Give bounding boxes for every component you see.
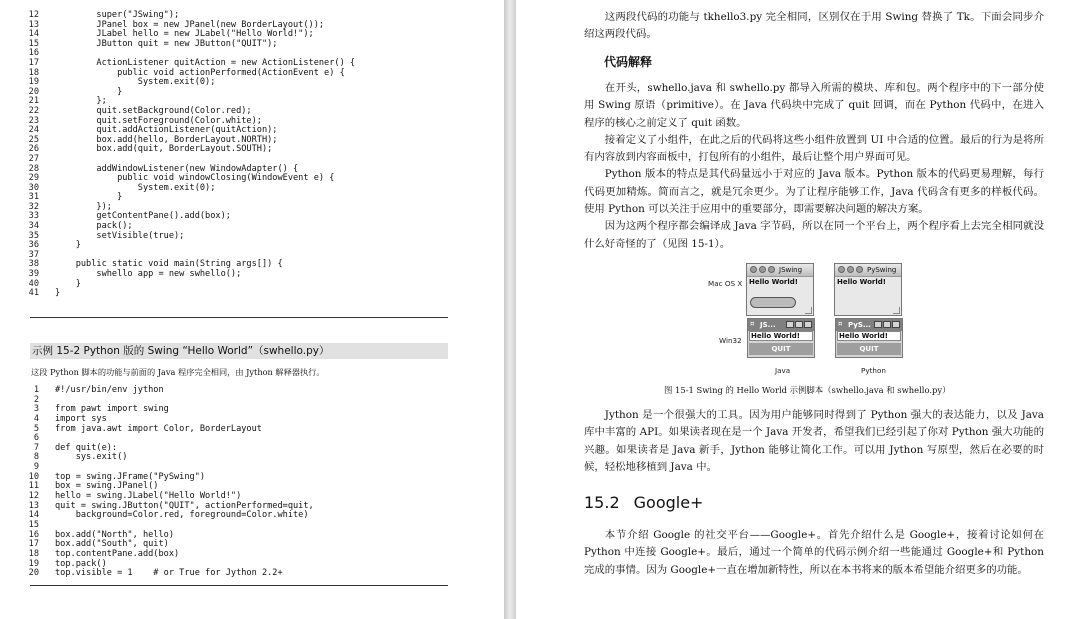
intro-paragraph: [584, 9, 1044, 44]
code-text: def quit(e):: [55, 442, 118, 453]
app-menu-icon: ¤: [838, 320, 843, 328]
window-title: PyS...: [848, 321, 871, 329]
line-number: 20: [28, 86, 39, 97]
line-number: 14: [28, 510, 39, 521]
google-plus-paragraph: [584, 527, 1044, 579]
line-number: 27: [28, 153, 39, 164]
row-label-win: Win32: [719, 336, 742, 345]
line-number: 11: [28, 481, 39, 492]
column-label-python: Python: [861, 366, 886, 375]
code-text: ActionListener quitAction = new ActionListener() {: [55, 57, 356, 68]
code-text: }: [55, 288, 61, 299]
line-number: 15: [28, 519, 39, 530]
code-text: getContentPane().add(box);: [55, 211, 231, 222]
window-title: JS...: [760, 321, 776, 329]
line-number: 34: [28, 221, 39, 232]
paragraph: 因为这两个程序都会编译成 Java 字节码，所以在同一个平台上，两个程序看上去完全相同就没什么好奇怪的了（见图 15-1）。: [584, 220, 1044, 250]
explanation-body: [584, 80, 1044, 253]
line-number: 6: [33, 433, 39, 444]
code-line: [17, 232, 457, 242]
figure-caption: 图 15-1 Swing 的 Hello World 示例脚本（swhello.java 和 swhello.py）: [664, 385, 951, 395]
code-text: box.add(quit, BorderLayout.SOUTH);: [55, 144, 273, 155]
jython-paragraph: [584, 407, 1044, 476]
paragraph: 接着定义了小组件，在此之后的代码将这些小组件放置到 UI 中合适的位置。最后的行为是将所有内容放到内容面板中，打包所有的小组件，最后让整个用户界面可见。: [584, 133, 1044, 164]
line-number: 24: [28, 125, 39, 136]
line-number: 3: [33, 404, 39, 415]
line-number: 10: [28, 471, 39, 482]
line-number: 13: [28, 19, 39, 30]
chapter-number: 15.2: [584, 493, 620, 512]
code-text: super("JSwing");: [55, 10, 180, 20]
section-heading: 代码解释: [604, 55, 653, 69]
line-number: 12: [28, 10, 39, 20]
code-text: quit.setForeground(Color.white);: [55, 115, 262, 126]
code-text: from pawt import swing: [55, 404, 169, 415]
minimize-icon: [786, 321, 794, 328]
code-text: public void windowClosing(WindowEvent e) {: [55, 173, 335, 184]
code-text: top.pack(): [55, 558, 107, 569]
python-code-listing: [17, 386, 457, 579]
code-text: background=Color.red, foreground=Color.white): [55, 510, 309, 521]
line-number: 21: [28, 96, 39, 107]
listing-end-rule: [30, 585, 448, 586]
code-line: [17, 280, 457, 290]
code-text: box.add(hello, BorderLayout.NORTH);: [55, 134, 278, 145]
line-number: 26: [28, 144, 39, 155]
example-description: 这段 Python 脚本的功能与前面的 Java 程序完全相同，由 Jython 解释器执行。: [31, 367, 325, 377]
mac-pyswing-window: [834, 263, 902, 316]
paragraph: 在开头，swhello.java 和 swhello.py 都导入所需的模块、库和包。两个程序中的下一部分使用 Swing 原语（primitive）。在 Java 代码块中完成了 quit 回调，而在 Python 代码中，在进入程序的核心之前定义了 quit 函数。: [584, 82, 1044, 129]
line-number: 33: [28, 211, 39, 222]
line-number: 39: [28, 269, 39, 280]
paragraph: 本节介绍 Google 的社交平台——Google+。首先介绍什么是 Google+，接着讨论如何在 Python 中连接 Google+。最后，通过一个简单的代码示例介绍一些能通过 Google+和 Python 完成的事情。因为 Google+一直在增加新特性，所以在本书将来的版本希望能介绍更多的功能。: [584, 529, 1044, 576]
mac-jswing-window: [746, 263, 814, 316]
hello-label: Hello World!: [837, 331, 901, 341]
zoom-dot-icon: [856, 266, 863, 273]
code-line: [17, 511, 457, 521]
code-text: public void actionPerformed(ActionEvent e) {: [55, 67, 345, 78]
code-text: swhello app = new swhello();: [55, 269, 242, 280]
code-text: });: [55, 201, 112, 212]
quit-button: QUIT: [749, 343, 813, 355]
code-text: top.visible = 1 # or True for Jython 2.2+: [55, 568, 283, 579]
chapter-heading: [584, 493, 703, 512]
hello-label: Hello World!: [837, 278, 886, 286]
line-number: 30: [28, 182, 39, 193]
close-icon: [892, 321, 900, 328]
line-number: 12: [28, 491, 39, 502]
code-text: quit.setBackground(Color.red);: [55, 105, 252, 116]
zoom-dot-icon: [768, 266, 775, 273]
line-number: 15: [28, 38, 39, 49]
line-number: 23: [28, 115, 39, 126]
line-number: 2: [33, 394, 39, 405]
code-text: System.exit(0);: [55, 182, 216, 193]
resize-grip-icon: [805, 307, 812, 314]
line-number: 36: [28, 240, 39, 251]
code-line: [17, 453, 457, 463]
chapter-title: Google+: [633, 493, 704, 512]
close-dot-icon: [838, 266, 845, 273]
maximize-icon: [883, 321, 891, 328]
line-number: 29: [28, 173, 39, 184]
line-number: 7: [33, 442, 39, 453]
line-number: 35: [28, 230, 39, 241]
code-line: [17, 289, 457, 299]
line-number: 8: [33, 452, 39, 463]
code-text: };: [55, 96, 107, 107]
line-number: 1: [33, 385, 39, 395]
quit-button: [750, 297, 796, 308]
line-number: 17: [28, 539, 39, 550]
code-text: }: [55, 86, 123, 97]
line-number: 16: [28, 529, 39, 540]
code-line: [17, 386, 457, 396]
line-number: 19: [28, 77, 39, 88]
minimize-icon: [874, 321, 882, 328]
win32-jswing-window: [747, 318, 815, 358]
window-title: PySwing: [867, 266, 897, 274]
code-text: addWindowListener(new WindowAdapter() {: [55, 163, 299, 174]
line-number: 4: [33, 413, 39, 424]
line-number: 37: [28, 249, 39, 260]
line-number: 18: [28, 67, 39, 78]
code-text: #!/usr/bin/env jython: [55, 385, 164, 395]
minimize-dot-icon: [759, 266, 766, 273]
code-text: box = swing.JPanel(): [55, 481, 159, 492]
paragraph: Jython 是一个很强大的工具。因为用户能够同时得到了 Python 强大的表达能力，以及 Java 库中丰富的 API。如果读者现在是一个 Java 开发者，希望我们已经引起了你对 Python 强大功能的兴趣。如果读者是 Java 新手，Jython 能够让简化工作。可以用 Jython 写原型，然后在必要的时候，轻松地移植到 Java 中。: [584, 409, 1044, 473]
line-number: 9: [33, 462, 39, 473]
code-text: setVisible(true);: [55, 230, 185, 241]
maximize-icon: [795, 321, 803, 328]
code-line: [17, 270, 457, 280]
code-text: box.add("North", hello): [55, 529, 174, 540]
line-number: 16: [28, 48, 39, 59]
code-line: [17, 241, 457, 251]
minimize-dot-icon: [847, 266, 854, 273]
code-text: quit.addActionListener(quitAction);: [55, 125, 278, 136]
left-page: [0, 0, 504, 619]
listing-end-rule: [30, 317, 448, 318]
intro-text: 这两段代码的功能与 tkhello3.py 完全相同，区别仅在于用 Swing 替换了 Tk。下面会同步介绍这两段代码。: [584, 11, 1044, 41]
code-text: }: [55, 192, 123, 203]
line-number: 20: [28, 568, 39, 579]
column-label-java: Java: [775, 366, 791, 375]
line-number: 40: [28, 278, 39, 289]
code-text: public static void main(String args[]) {: [55, 259, 283, 270]
close-icon: [804, 321, 812, 328]
line-number: 38: [28, 259, 39, 270]
line-number: 19: [28, 558, 39, 569]
line-number: 13: [28, 500, 39, 511]
line-number: 41: [28, 288, 39, 299]
code-text: import sys: [55, 413, 107, 424]
code-text: }: [55, 240, 81, 251]
line-number: 17: [28, 57, 39, 68]
code-text: pack();: [55, 221, 133, 232]
code-text: quit = swing.JButton("QUIT", actionPerformed=quit,: [55, 500, 314, 511]
line-number: 25: [28, 134, 39, 145]
code-text: System.exit(0);: [55, 77, 216, 88]
code-text: hello = swing.JLabel("Hello World!"): [55, 491, 242, 502]
hello-label: Hello World!: [749, 331, 813, 341]
win32-pyswing-window: [835, 318, 903, 358]
resize-grip-icon: [893, 307, 900, 314]
java-code-listing: [17, 11, 457, 299]
close-dot-icon: [750, 266, 757, 273]
example-caption: 示例 15-2 Python 版的 Swing “Hello World”（swhello.py）: [30, 343, 448, 359]
hello-label: Hello World!: [749, 278, 798, 286]
code-text: from java.awt import Color, BorderLayout: [55, 423, 262, 434]
paragraph: Python 版本的特点是其代码量远小于对应的 Java 版本。Python 版本的代码更易理解，每行代码更加精炼。简而言之，就是冗余更少。为了让程序能够工作，Java 代码含有更多的样板代码。使用 Python 可以关注于应用中的重要部分，即需要解决问题的解决方案。: [584, 168, 1044, 216]
code-text: }: [55, 278, 81, 289]
line-number: 14: [28, 29, 39, 40]
quit-button: QUIT: [837, 343, 901, 355]
row-label-mac: Mac OS X: [708, 279, 743, 288]
line-number: 18: [28, 548, 39, 559]
line-number: 22: [28, 105, 39, 116]
code-text: JLabel hello = new JLabel("Hello World!");: [55, 29, 314, 40]
code-text: JPanel box = new JPanel(new BorderLayout());: [55, 19, 325, 30]
code-line: [17, 145, 457, 155]
code-text: sys.exit(): [55, 452, 128, 463]
code-text: top.contentPane.add(box): [55, 548, 180, 559]
line-number: 31: [28, 192, 39, 203]
page-gutter: [504, 0, 516, 619]
window-title: JSwing: [779, 266, 803, 274]
app-menu-icon: ¤: [750, 320, 755, 328]
code-text: JButton quit = new JButton("QUIT");: [55, 38, 278, 49]
code-line: [17, 569, 457, 579]
code-line: [17, 425, 457, 435]
line-number: 28: [28, 163, 39, 174]
line-number: 32: [28, 201, 39, 212]
line-number: 5: [33, 423, 39, 434]
code-text: top = swing.JFrame("PySwing"): [55, 471, 206, 482]
code-text: box.add("South", quit): [55, 539, 169, 550]
code-line: [17, 40, 457, 50]
right-page: [516, 0, 1073, 619]
